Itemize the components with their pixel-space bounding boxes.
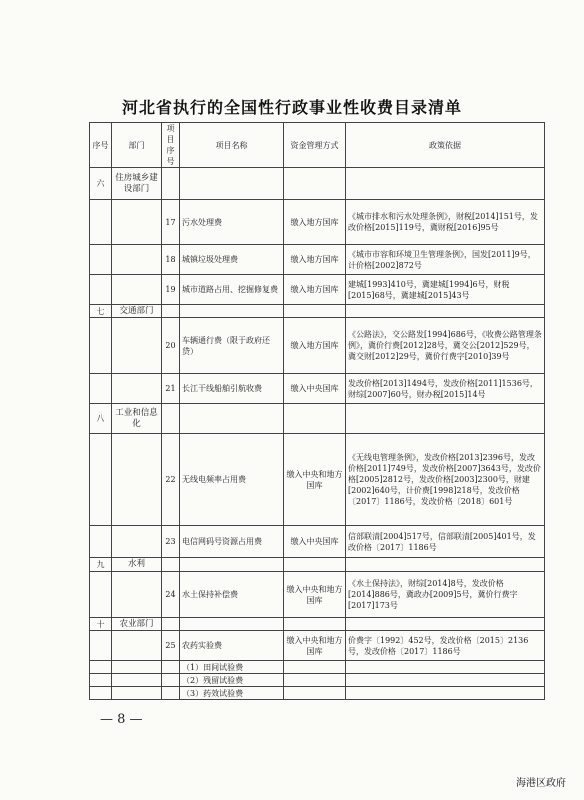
cell-empty [112, 200, 162, 245]
cell-empty [90, 374, 112, 404]
cell-empty [346, 305, 545, 318]
table-row [90, 275, 545, 305]
table-row [90, 245, 545, 275]
cell-fund-management: 缴入地方国库 [284, 200, 346, 245]
cell-seq: 七 [90, 305, 112, 318]
cell-dept: 交通部门 [112, 305, 162, 318]
cell-empty [346, 661, 545, 674]
cell-empty [90, 526, 112, 558]
cell-dept: 住房城乡建设部门 [112, 168, 162, 200]
cell-seq: 六 [90, 168, 112, 200]
header-item-name: 项目名称 [180, 123, 284, 168]
cell-empty [284, 661, 346, 674]
table-row [90, 631, 545, 661]
cell-empty [162, 687, 180, 700]
category-row [90, 168, 545, 200]
cell-fund-management: 缴入地方国库 [284, 245, 346, 275]
cell-empty [112, 687, 162, 700]
cell-policy-basis: 信部联清[2004]517号，信部联清[2005]401号，发改价格〔2017〕1186号 [346, 526, 545, 558]
cell-empty [346, 404, 545, 434]
cell-empty [162, 674, 180, 687]
cell-empty [346, 558, 545, 572]
cell-item-no: 18 [162, 245, 180, 275]
cell-item-name: 车辆通行费（限于政府还贷） [180, 318, 284, 374]
cell-empty [162, 168, 180, 200]
cell-item-name: 长江干线船舶引航收费 [180, 374, 284, 404]
sub-item-row [90, 674, 545, 687]
cell-item-no: 22 [162, 434, 180, 526]
cell-item-name: 无线电频率占用费 [180, 434, 284, 526]
cell-item-name: 污水处理费 [180, 200, 284, 245]
cell-empty [90, 674, 112, 687]
sub-item-row [90, 687, 545, 700]
cell-empty [162, 661, 180, 674]
cell-policy-basis: 建城[1993]410号，冀建城[1994]6号，财税[2015]68号，冀建城[2015]43号 [346, 275, 545, 305]
cell-item-no: 20 [162, 318, 180, 374]
table-row [90, 434, 545, 526]
cell-empty [180, 618, 284, 631]
cell-empty [112, 661, 162, 674]
cell-item-no: 21 [162, 374, 180, 404]
cell-item-no: 25 [162, 631, 180, 661]
cell-policy-basis: 《城市市容和环境卫生管理条例》，国发[2011]9号，计价格[2002]872号 [346, 245, 545, 275]
cell-empty [284, 674, 346, 687]
cell-item-no: 24 [162, 572, 180, 618]
table-row [90, 572, 545, 618]
cell-fund-management: 缴入中央和地方国库 [284, 434, 346, 526]
cell-policy-basis: 发改价格[2013]1494号，发改价格[2011]1536号，财综[2007]60号，财办税[2015]14号 [346, 374, 545, 404]
category-row [90, 305, 545, 318]
cell-fund-management: 缴入地方国库 [284, 275, 346, 305]
cell-policy-basis: 《水土保持法》，财综[2014]8号，发改价格[2014]886号，冀政办[2009]5号，冀价行费字[2017]173号 [346, 572, 545, 618]
category-row [90, 618, 545, 631]
cell-empty [90, 572, 112, 618]
cell-empty [112, 374, 162, 404]
watermark-text: 海港区政府 [516, 778, 566, 789]
cell-seq: 八 [90, 404, 112, 434]
cell-empty [90, 245, 112, 275]
category-row [90, 404, 545, 434]
cell-sub-item-name: （3）药效试验费 [180, 687, 284, 700]
cell-fund-management: 缴入地方国库 [284, 318, 346, 374]
cell-empty [162, 558, 180, 572]
table-row [90, 200, 545, 245]
table-row [90, 318, 545, 374]
table-row [90, 526, 545, 558]
cell-item-name: 农药实验费 [180, 631, 284, 661]
cell-empty [284, 168, 346, 200]
cell-empty [162, 404, 180, 434]
cell-item-name: 城市道路占用、挖掘修复费 [180, 275, 284, 305]
cell-empty [112, 434, 162, 526]
cell-empty [112, 631, 162, 661]
page-title: 河北省执行的全国性行政事业性收费目录清单 [121, 98, 462, 117]
cell-empty [284, 618, 346, 631]
category-row [90, 558, 545, 572]
cell-item-no: 19 [162, 275, 180, 305]
cell-fund-management: 缴入中央和地方国库 [284, 572, 346, 618]
cell-empty [346, 687, 545, 700]
cell-policy-basis: 《城市排水和污水处理条例》，财税[2014]151号，发改价格[2015]119号，冀财税[2016]95号 [346, 200, 545, 245]
table-row [90, 374, 545, 404]
cell-empty [284, 558, 346, 572]
cell-sub-item-name: （2）残留试验费 [180, 674, 284, 687]
cell-empty [90, 661, 112, 674]
table-header-row [90, 123, 545, 168]
cell-policy-basis: 《公路法》，交公路发[1994]686号，《收费公路管理条例》，冀价行费[2012]28号，冀交公[2012]529号，冀交财[2012]29号，冀价行费字[2010]39号 [346, 318, 545, 374]
cell-fund-management: 缴入中央国库 [284, 374, 346, 404]
cell-item-name: 水土保持补偿费 [180, 572, 284, 618]
header-item-no: 项目序号 [162, 123, 180, 168]
cell-empty [346, 674, 545, 687]
header-fund-management: 资金管理方式 [284, 123, 346, 168]
cell-item-no: 23 [162, 526, 180, 558]
cell-empty [284, 687, 346, 700]
cell-empty [346, 618, 545, 631]
cell-item-no: 17 [162, 200, 180, 245]
header-seq: 序号 [90, 123, 112, 168]
cell-sub-item-name: （1）田间试验费 [180, 661, 284, 674]
cell-empty [90, 434, 112, 526]
cell-empty [112, 526, 162, 558]
cell-dept: 农业部门 [112, 618, 162, 631]
cell-empty [284, 305, 346, 318]
page-number: — 8 — [100, 712, 143, 727]
cell-seq: 十 [90, 618, 112, 631]
cell-dept: 水利 [112, 558, 162, 572]
cell-empty [90, 687, 112, 700]
cell-empty [112, 275, 162, 305]
cell-item-name: 城镇垃圾处理费 [180, 245, 284, 275]
sub-item-row [90, 661, 545, 674]
cell-empty [180, 558, 284, 572]
cell-empty [180, 305, 284, 318]
cell-empty [180, 168, 284, 200]
cell-policy-basis: 价费字〔1992〕452号，发改价格〔2015〕2136号，发改价格〔2017〕1186号 [346, 631, 545, 661]
cell-dept: 工业和信息化 [112, 404, 162, 434]
cell-empty [112, 674, 162, 687]
cell-fund-management: 缴入中央和地方国库 [284, 631, 346, 661]
header-dept: 部门 [112, 123, 162, 168]
cell-item-name: 电信网码号资源占用费 [180, 526, 284, 558]
cell-fund-management: 缴入中央国库 [284, 526, 346, 558]
cell-empty [90, 275, 112, 305]
cell-empty [112, 318, 162, 374]
cell-seq: 九 [90, 558, 112, 572]
fee-catalog-table [89, 122, 545, 700]
cell-empty [180, 404, 284, 434]
cell-empty [162, 305, 180, 318]
cell-empty [90, 631, 112, 661]
cell-empty [112, 245, 162, 275]
cell-policy-basis: 《无线电管理条例》，发改价格[2013]2396号，发改价格[2011]749号，发改价格[2007]3643号，发改价格[2005]2812号，发改价格[2003]2300号，财建[2002]640号，计价费[1998]218号，发改价格〔2017〕1186号，发改价格〔2018〕601号 [346, 434, 545, 526]
cell-empty [90, 200, 112, 245]
cell-empty [112, 572, 162, 618]
cell-empty [346, 168, 545, 200]
header-policy-basis: 政策依据 [346, 123, 545, 168]
cell-empty [90, 318, 112, 374]
cell-empty [284, 404, 346, 434]
cell-empty [162, 618, 180, 631]
